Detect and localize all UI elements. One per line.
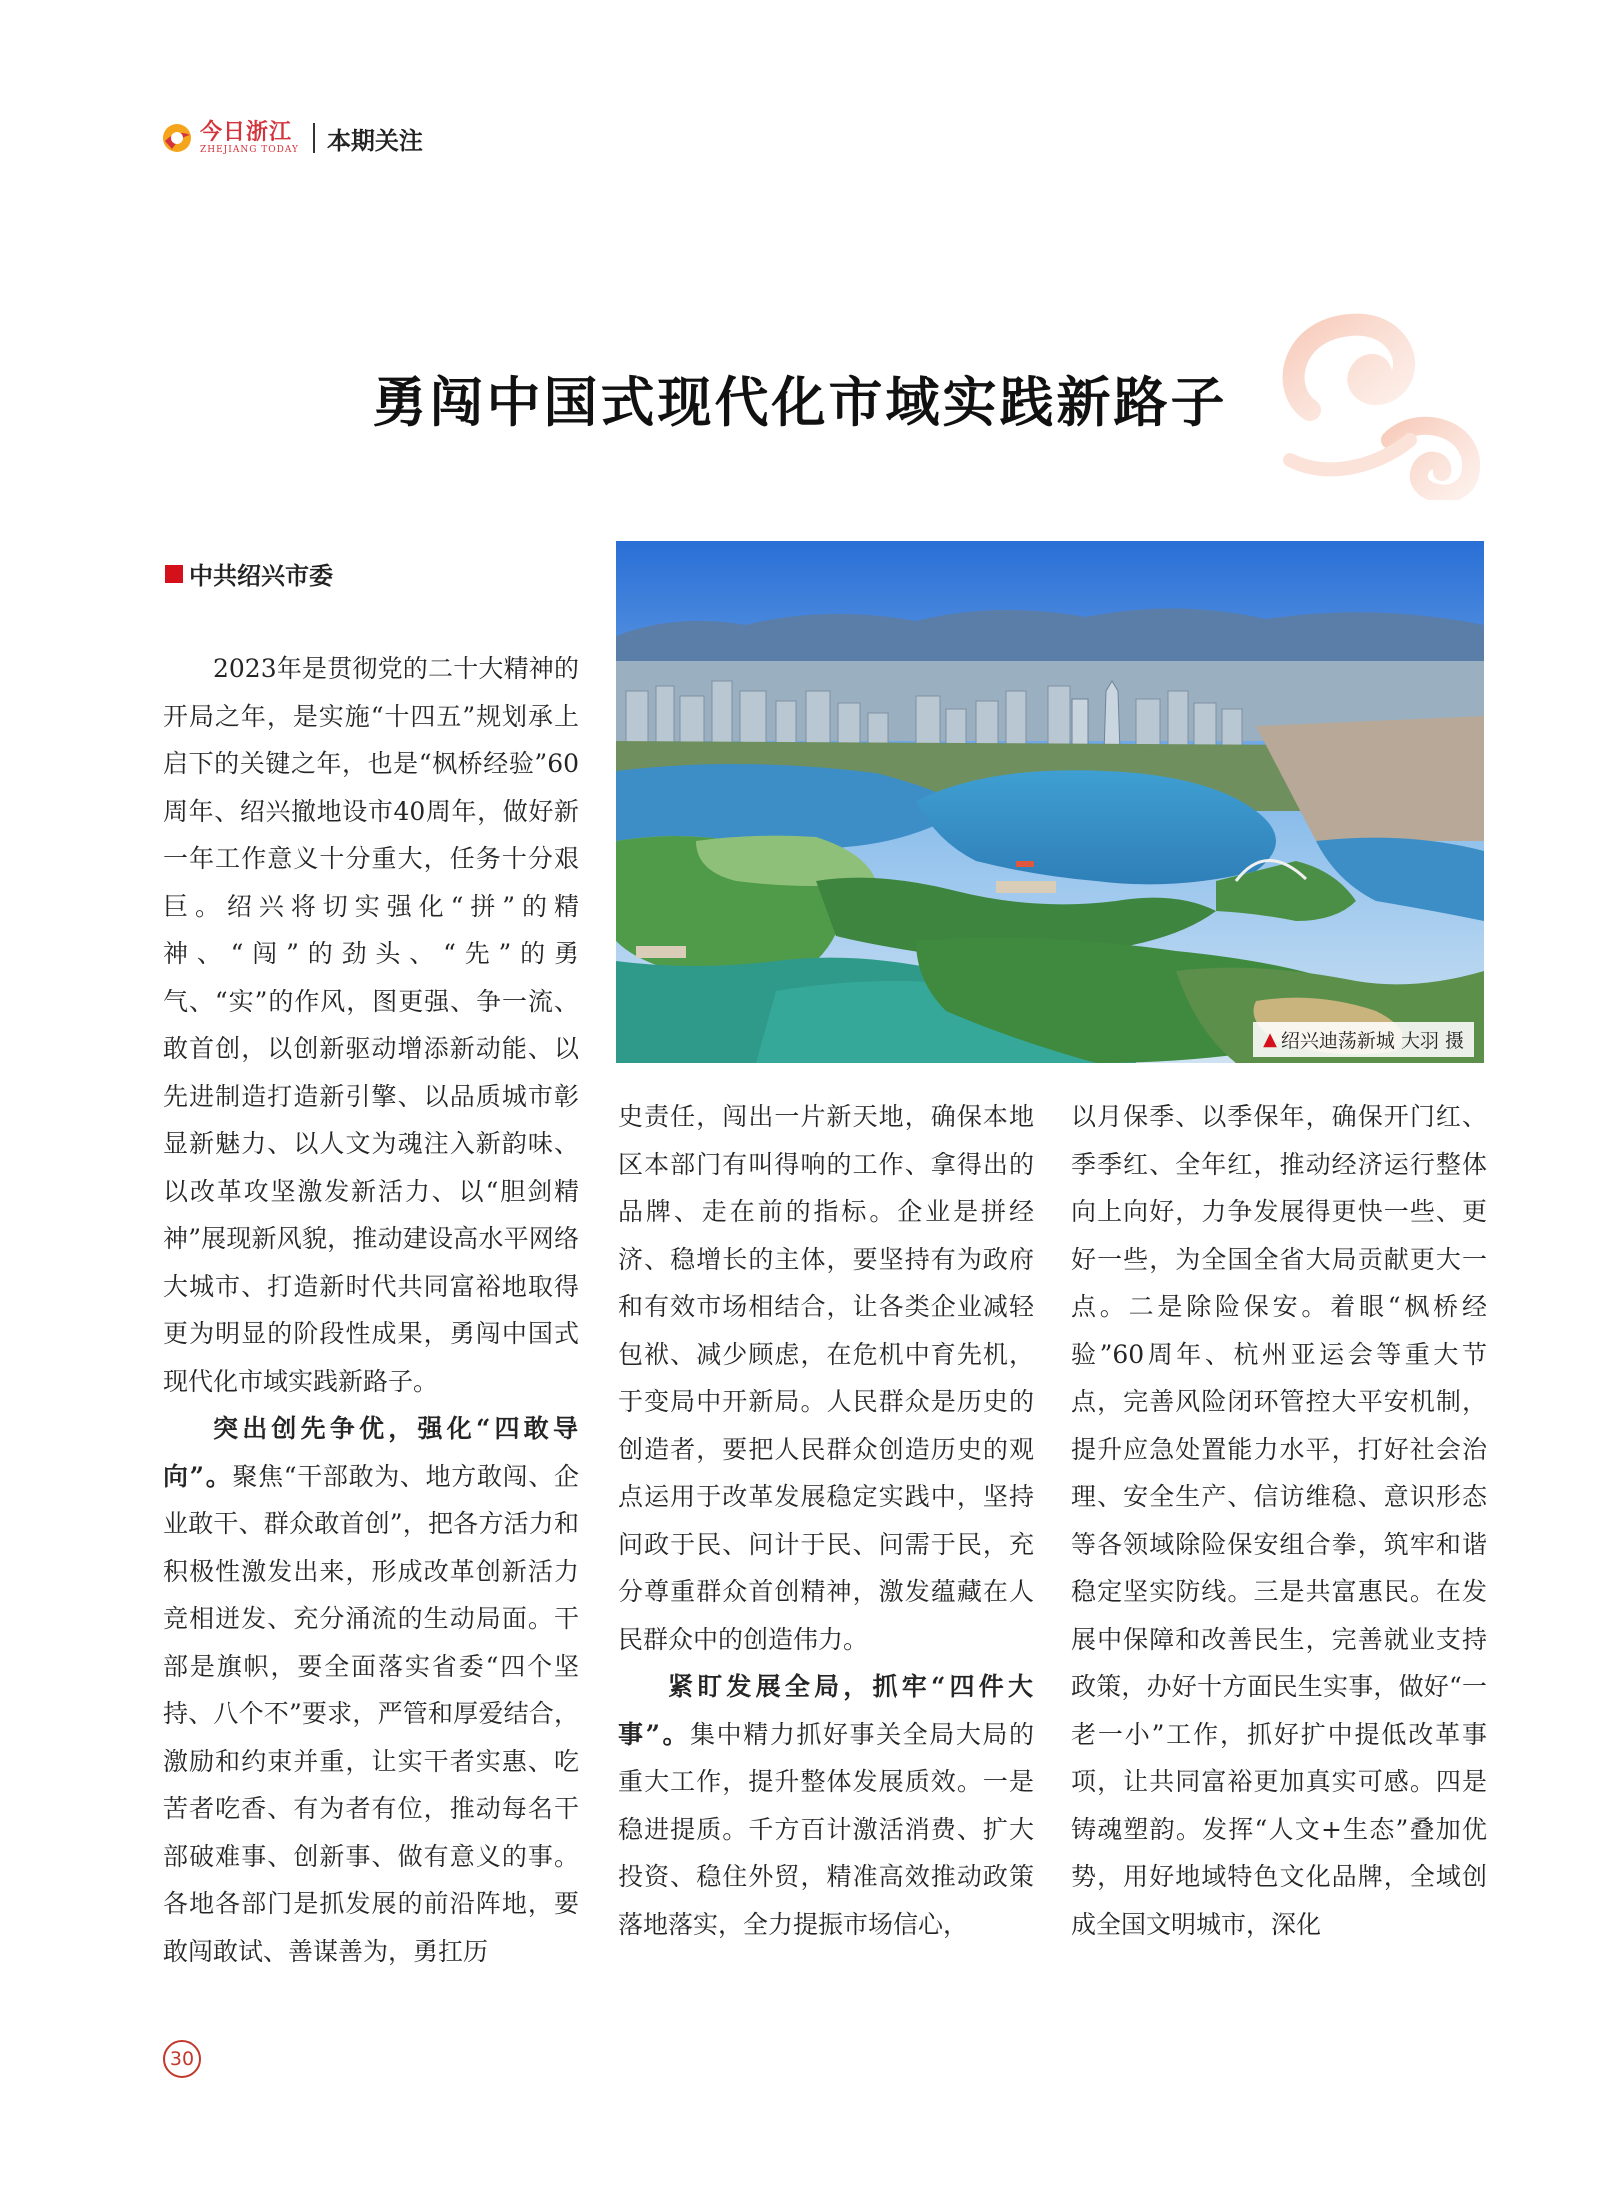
author-line bbox=[165, 556, 333, 591]
logo-english-text: ZHEJIANG TODAY bbox=[200, 145, 299, 155]
article-column-3 bbox=[1071, 1093, 1487, 1948]
photo-caption bbox=[1253, 1022, 1474, 1057]
paragraph-continued bbox=[618, 1093, 1034, 1663]
paragraph-text: 2023年是贯彻党的二十大精神的开局之年，是实施“十四五”规划承上启下的关键之年，也是“枫桥经验”60周年、绍兴撤地设市40周年，做好新一年工作意义十分重大，任务十分艰巨。绍兴将切实强化“拼”的精神、“闯”的劲头、“先”的勇气、“实”的作风，图更强、争一流、敢首创，以创新驱动增添新动能、以先进制造打造新引擎、以品质城市彰显新魅力、以人文为魂注入新韵味、以改革攻坚激发新活力、以“胆剑精神”展现新风貌，推动建设高水平网络大城市、打造新时代共同富裕地取得更为明显的阶段性成果，勇闯中国式现代化市域实践新路子。 bbox=[163, 654, 579, 1396]
article-photo bbox=[616, 541, 1484, 1063]
section-label: 本期关注 bbox=[326, 126, 423, 155]
author-name: 中共绍兴市委 bbox=[189, 562, 333, 590]
paragraph-lead: 紧盯发展全局，抓牢“四件大事”。 bbox=[618, 1672, 1034, 1749]
paragraph-continued bbox=[1071, 1093, 1487, 1948]
paragraph-text: 史责任，闯出一片新天地，确保本地区本部门有叫得响的工作、拿得出的品牌、走在前的指标。企业是拼经济、稳增长的主体，要坚持有为政府和有效市场相结合，让各类企业减轻包袱、减少顾虑，在危机中育先机，于变局中开新局。人民群众是历史的创造者，要把人民群众创造历史的观点运用于改革发展稳定实践中，坚持问政于民、问计于民、问需于民，充分尊重群众首创精神，激发蕴藏在人民群众中的创造伟力。 bbox=[618, 1102, 1034, 1654]
photo-caption-text: 绍兴迪荡新城 大羽 摄 bbox=[1280, 1030, 1464, 1052]
paragraph-section-2 bbox=[618, 1663, 1034, 1948]
magazine-logo bbox=[160, 121, 299, 155]
sun-logo-icon bbox=[160, 121, 194, 155]
red-square-icon bbox=[165, 565, 183, 583]
paragraph-text: 聚焦“干部敢为、地方敢闯、企业敢干、群众敢首创”，把各方活力和积极性激发出来，形成改革创新活力竞相迸发、充分涌流的生动局面。干部是旗帜，要全面落实省委“四个坚持、八个不”要求，严管和厚爱结合，激励和约束并重，让实干者实惠、吃苦者吃香、有为者有位，推动每名干部破难事、创新事、做有意义的事。各地各部门是抓发展的前沿阵地，要敢闯敢试、善谋善为，勇扛历 bbox=[163, 1461, 579, 1966]
page-number: 30 bbox=[163, 2040, 201, 2078]
paragraph-section-1 bbox=[163, 1405, 579, 1975]
paragraph-text: 集中精力抓好事关全局大局的重大工作，提升整体发展质效。一是稳进提质。千方百计激活消费、扩大投资、稳住外贸，精准高效推动政策落地落实，全力提振市场信心， bbox=[618, 1719, 1034, 1939]
article-column-2 bbox=[618, 1093, 1034, 1948]
paragraph-lead: 突出创先争优，强化“四敢导向”。 bbox=[163, 1414, 579, 1491]
triangle-up-icon: ▲ bbox=[1263, 1029, 1277, 1050]
logo-chinese-text: 今日浙江 bbox=[200, 119, 293, 145]
paragraph-text: 以月保季、以季保年，确保开门红、季季红、全年红，推动经济运行整体向上向好，力争发展得更快一些、更好一些，为全国全省大局贡献更大一点。二是除险保安。着眼“枫桥经验”60周年、杭州亚运会等重大节点，完善风险闭环管控大平安机制，提升应急处置能力水平，打好社会治理、安全生产、信访维稳、意识形态等各领域除险保安组合拳，筑牢和谐稳定坚实防线。三是共富惠民。在发展中保障和改善民生，完善就业支持政策，办好十方面民生实事，做好“一老一小”工作，抓好扩中提低改革事项，让共同富裕更加真实可感。四是铸魂塑韵。发挥“人文+生态”叠加优势，用好地域特色文化品牌，全域创成全国文明城市，深化 bbox=[1071, 1102, 1487, 1939]
city-lake-aerial-image bbox=[616, 541, 1484, 1063]
page-header bbox=[160, 118, 423, 158]
article-title: 勇闯中国式现代化市域实践新路子 bbox=[372, 370, 1228, 434]
article-column-1 bbox=[163, 645, 579, 1975]
paragraph-intro bbox=[163, 645, 579, 1405]
header-divider bbox=[313, 123, 315, 153]
